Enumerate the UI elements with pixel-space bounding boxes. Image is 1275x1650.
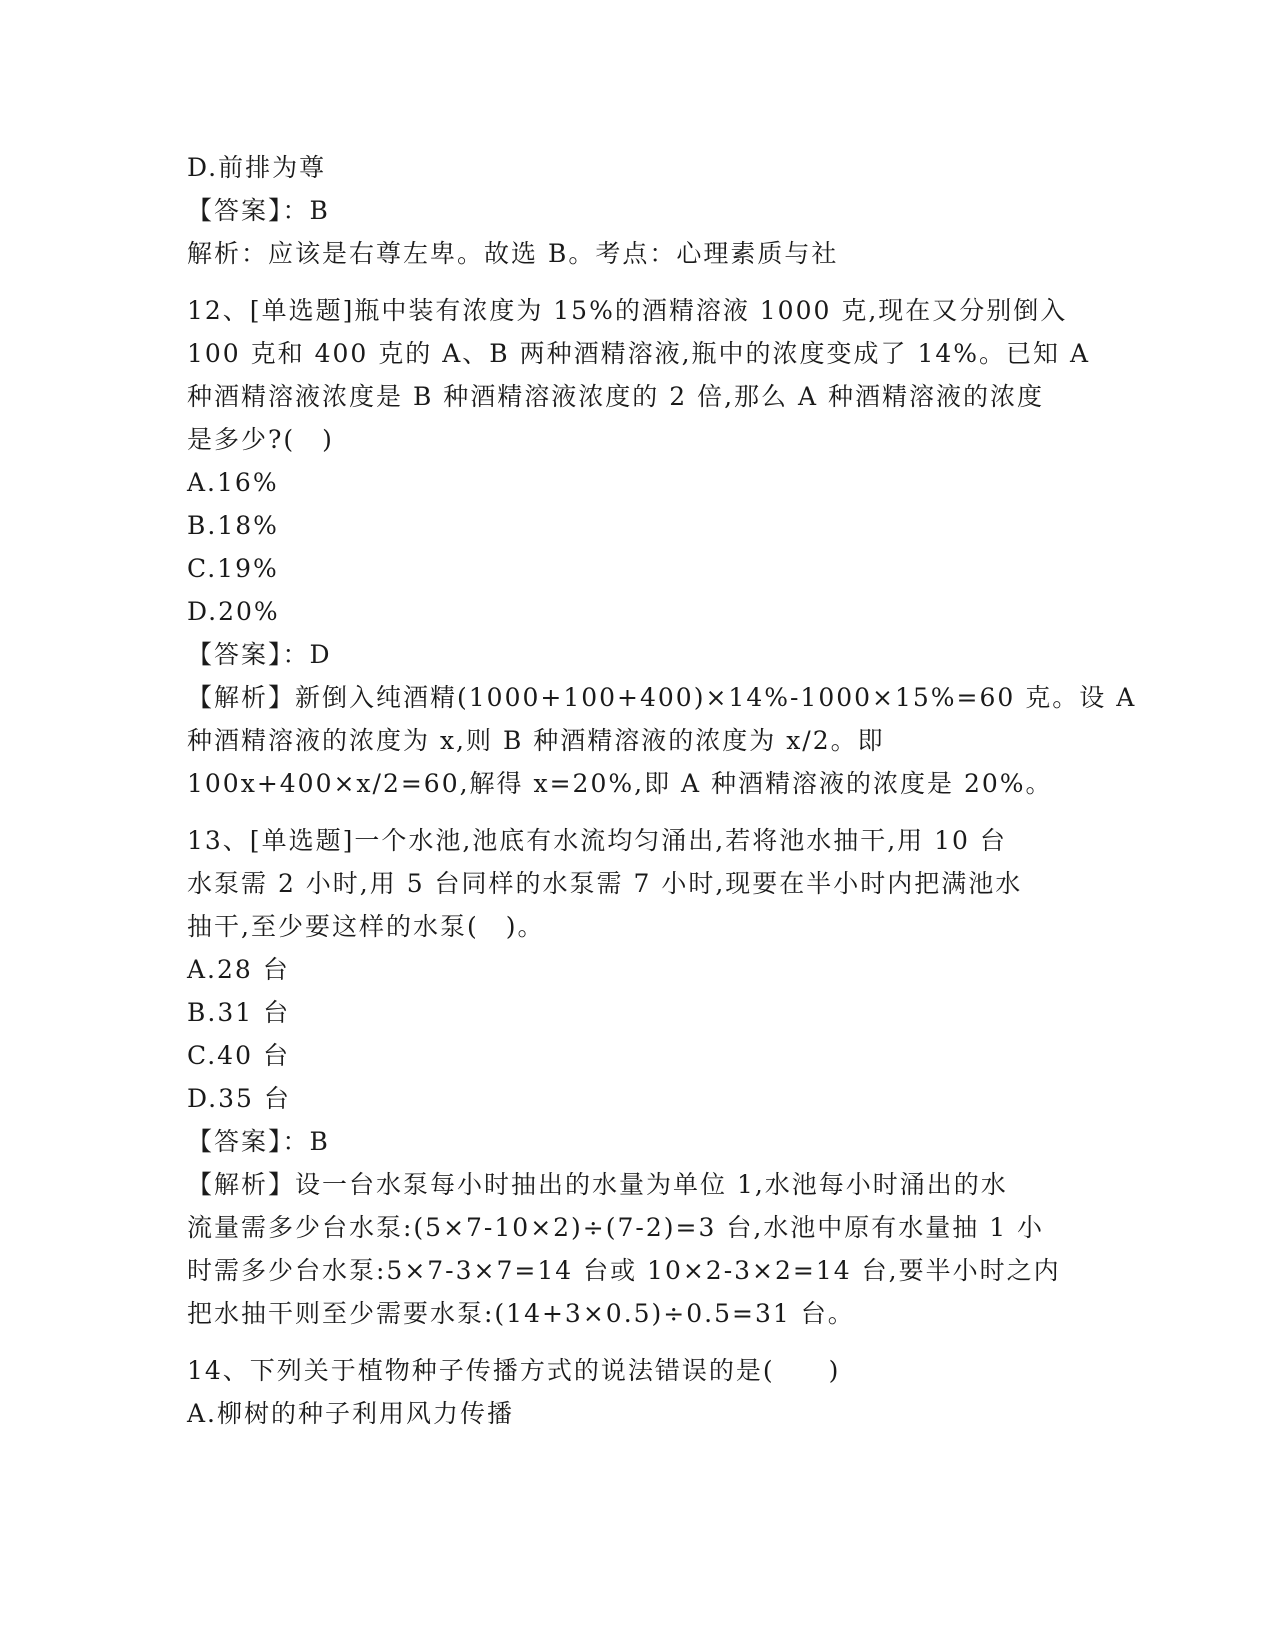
analysis-line: 100x+400×x/2=60,解得 x=20%,即 A 种酒精溶液的浓度是 20%。 — [187, 769, 1053, 798]
question-stem-line: 12、[单选题]瓶中装有浓度为 15%的酒精溶液 1000 克,现在又分别倒入 — [187, 296, 1068, 325]
answer-line: 【答案】：B — [187, 1127, 330, 1156]
question-stem-line: 13、[单选题]一个水池,池底有水流均匀涌出,若将池水抽干,用 10 台 — [187, 826, 1007, 855]
question-stem-line: 100 克和 400 克的 A、B 两种酒精溶液,瓶中的浓度变成了 14%。已知 A — [187, 339, 1091, 368]
answer-line: 【答案】：D — [187, 640, 332, 669]
page-content — [187, 146, 1137, 1435]
option-d: D.35 台 — [187, 1084, 291, 1113]
option-d: D.20% — [187, 597, 280, 626]
option-b: B.18% — [187, 511, 279, 540]
analysis-line: 【解析】设一台水泵每小时抽出的水量为单位 1,水池每小时涌出的水 — [187, 1170, 1008, 1199]
option-a: A.16% — [187, 468, 279, 497]
analysis-line: 流量需多少台水泵:(5×7-10×2)÷(7-2)=3 台,水池中原有水量抽 1 小 — [187, 1213, 1045, 1242]
question-stem-line: 是多少?( ) — [187, 425, 334, 454]
analysis-line: 种酒精溶液的浓度为 x,则 B 种酒精溶液的浓度为 x/2。即 — [187, 726, 885, 755]
option-a: A.柳树的种子利用风力传播 — [187, 1399, 515, 1428]
option-a: A.28 台 — [187, 955, 290, 984]
option-c: C.40 台 — [187, 1041, 290, 1070]
question-14 — [187, 1349, 1087, 1435]
option-b: B.31 台 — [187, 998, 291, 1027]
analysis-line: 解析：应该是右尊左卑。故选 B。考点：心理素质与社 — [187, 239, 839, 268]
question-stem-line: 水泵需 2 小时,用 5 台同样的水泵需 7 小时,现要在半小时内把满池水 — [187, 869, 1023, 898]
option-d: D.前排为尊 — [187, 153, 327, 182]
analysis-line: 【解析】新倒入纯酒精(1000+100+400)×14%-1000×15%=60 克。设 A — [187, 683, 1137, 712]
prev-question-block — [187, 146, 1087, 275]
option-c: C.19% — [187, 554, 279, 583]
question-stem-line: 14、下列关于植物种子传播方式的说法错误的是( ) — [187, 1356, 841, 1385]
question-13 — [187, 819, 1087, 1335]
question-12 — [187, 289, 1137, 805]
question-stem-line: 种酒精溶液浓度是 B 种酒精溶液浓度的 2 倍,那么 A 种酒精溶液的浓度 — [187, 382, 1044, 411]
analysis-line: 时需多少台水泵:5×7-3×7=14 台或 10×2-3×2=14 台,要半小时之内 — [187, 1256, 1061, 1285]
answer-line: 【答案】：B — [187, 196, 330, 225]
question-stem-line: 抽干,至少要这样的水泵( )。 — [187, 912, 545, 941]
analysis-line: 把水抽干则至少需要水泵:(14+3×0.5)÷0.5=31 台。 — [187, 1299, 855, 1328]
